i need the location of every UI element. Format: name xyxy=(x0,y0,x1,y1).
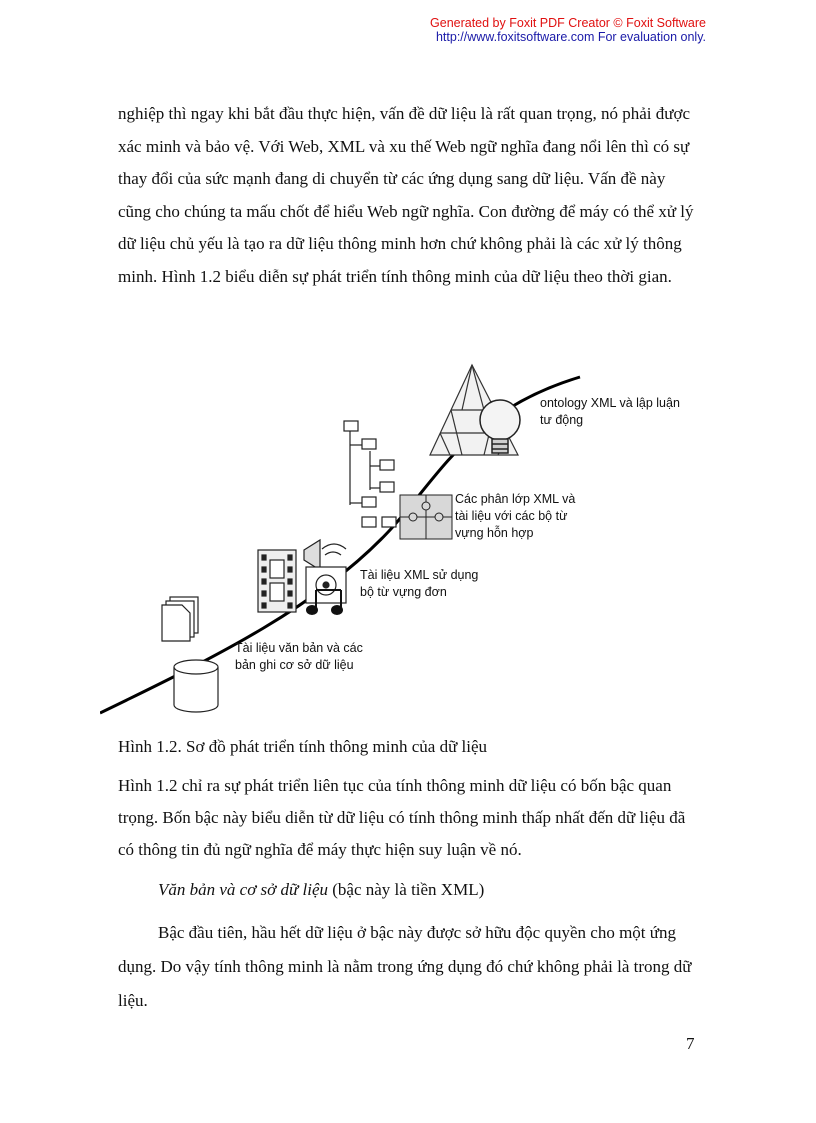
label-xml-layers-line-2: tài liệu với các bộ từ xyxy=(455,509,568,523)
section-heading-italic: Văn bản và cơ sở dữ liệu xyxy=(158,880,328,899)
folder-tree-icon xyxy=(344,421,396,527)
watermark-line-2: http://www.foxitsoftware.com For evaluation only. xyxy=(435,30,706,44)
section-heading-rest: (bậc này là tiền XML) xyxy=(328,880,485,899)
watermark-line-1: Generated by Foxit PDF Creator © Foxit Software xyxy=(430,16,706,30)
figure-diagram xyxy=(100,355,730,720)
puzzle-pieces-icon xyxy=(400,495,452,539)
film-strip-icon xyxy=(258,550,296,612)
label-ontology-line-1: ontology XML và lập luận xyxy=(540,396,680,410)
label-xml-layers-line-3: vựng hỗn hợp xyxy=(455,526,534,540)
document-stack-icon xyxy=(162,597,198,641)
label-ontology-line-2: tư động xyxy=(540,413,584,427)
figure-data-intelligence xyxy=(100,355,730,720)
label-text-db-line-1: Tài liệu văn bản và các xyxy=(235,641,363,655)
page-number: 7 xyxy=(686,1034,695,1053)
label-xml-layers-line-1: Các phân lớp XML và xyxy=(455,492,576,506)
label-xml-single-line-2: bộ từ vựng đơn xyxy=(360,585,447,599)
media-player-icon xyxy=(304,540,346,603)
database-cylinder-icon xyxy=(174,660,218,712)
body-paragraph-2: Hình 1.2 chỉ ra sự phát triển liên tục của tính thông minh dữ liệu có bốn bậc quan trọng. Bốn bậc này biểu diễn từ dữ liệu có tính thông minh thấp nhất đến dữ liệu đã có thông tin đủ ngữ nghĩa để máy thực hiện suy luận về nó. xyxy=(118,776,686,859)
figure-caption: Hình 1.2. Sơ đồ phát triển tính thông minh của dữ liệu xyxy=(118,737,488,756)
label-xml-single-line-1: Tài liệu XML sử dụng xyxy=(360,568,479,582)
foxit-watermark xyxy=(430,16,706,44)
label-text-db-line-2: bản ghi cơ sở dữ liệu xyxy=(235,658,354,672)
body-paragraph-1: nghiệp thì ngay khi bắt đầu thực hiện, vấn đề dữ liệu là rất quan trọng, nó phải được xác minh và bảo vệ. Với Web, XML và xu thế Web ngữ nghĩa đang nổi lên thì có sự thay đổi của sức mạnh đang di chuyển từ các ứng dụng sang dữ liệu. Vấn đề này cũng cho chúng ta mấu chốt để hiểu Web ngữ nghĩa. Con đường để máy có thể xử lý dữ liệu chủ yếu là tạo ra dữ liệu thông minh hơn chứ không phải là các xử lý thông minh. Hình 1.2 biểu diễn sự phát triển tính thông minh của dữ liệu theo thời gian. xyxy=(118,104,694,286)
section-heading xyxy=(158,876,484,904)
body-paragraph-3: Bậc đầu tiên, hầu hết dữ liệu ở bậc này được sở hữu độc quyền cho một ứng dụng. Do vậy tính thông minh là nằm trong ứng dụng đó chứ không phải là trong dữ liệu. xyxy=(118,923,692,1010)
